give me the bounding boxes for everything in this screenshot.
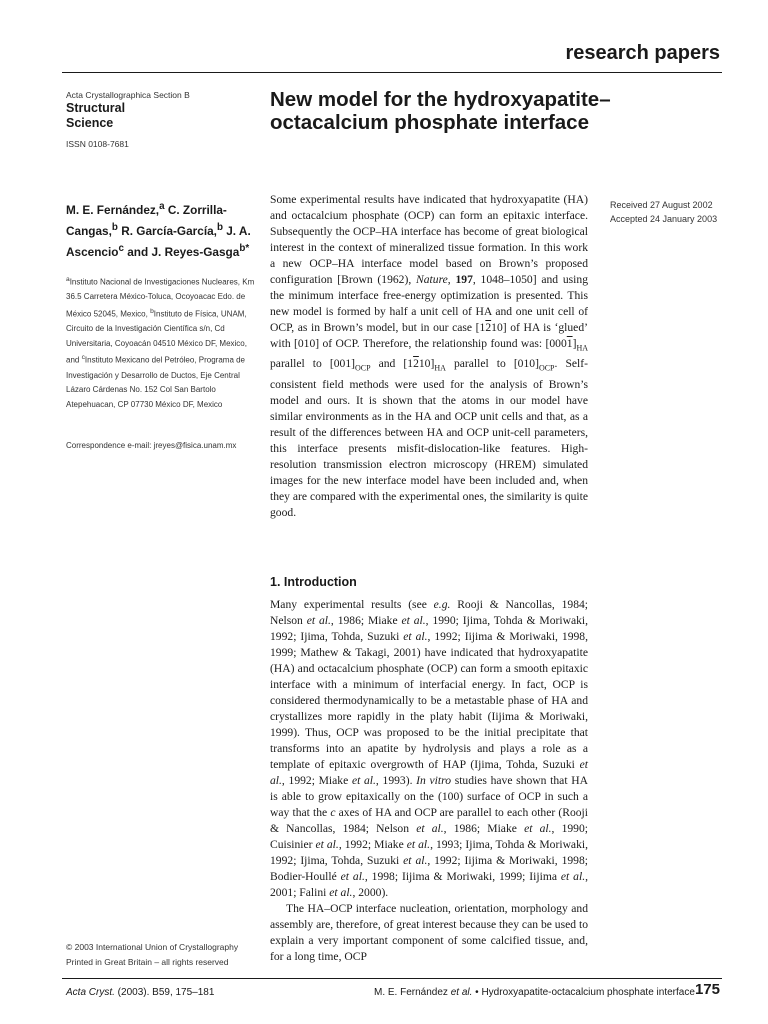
author-affiliation-marker: c xyxy=(118,242,124,254)
author-name: R. García-García, xyxy=(121,223,217,238)
affiliation-text: Instituto de Física, UNAM, Circuito de la Investigación Científica s/n, Cd Universitaria, Coyoacán 04510 México DF, Mexico, and xyxy=(66,309,247,365)
author-affiliation-marker: b* xyxy=(239,242,250,254)
affiliation-marker: c xyxy=(81,354,85,362)
section-name-line-2: Science xyxy=(66,116,114,130)
printed-line: Printed in Great Britain – all rights reserved xyxy=(66,956,229,967)
affiliation-text: Instituto Nacional de Investigaciones Nucleares, Km 36.5 Carretera México-Toluca, Ocoyoacac Edo. de México 52045, Mexico, xyxy=(66,277,255,319)
article-dates xyxy=(610,198,717,226)
author-list xyxy=(66,198,256,261)
footer-rule xyxy=(62,978,722,979)
introduction-paragraph-1: Many experimental results (see e.g. Rooji & Nancollas, 1984; Nelson et al., 1986; Miake et al., 1990; Ijima, Tohda & Moriwaki, 1992; Ijima, Tohda, Suzuki et al., 1992; Iijima & Moriwaki, 1998, 1999; Mathew & Takagi, 2001) have indicated that hydroxyapatite (HA) and octacalcium phosphate (OCP) can form a smooth epitaxic interface with a minimum of interfacial energy. In fact, OCP is considered thermodynamically to be a metastable phase of HA and crystallizes more rapidly in the platy habit (Iijima & Moriwaki, 1999). Thus, OCP was proposed to be the initial precipitate that transforms into an apatite by hydrolysis and plays a role as a template of epitaxic overgrowth of HAP (Ijima, Tohda, Suzuki et al., 1992; Miake et al., 1993). In vitro studies have shown that HA is able to grow epitaxically on the (100) surface of OCP in such a way that the c axes of HA and OCP are parallel to each other (Rooji & Nancollas, 1984; Nelson et al., 1986; Miake et al., 1990; Cuisinier et al., 1992; Miake et al., 1993; Ijima, Tohda & Moriwaki, 1992; Ijima, Tohda, Suzuki et al., 1992; Iijima & Moriwaki, 1998; Bodier-Houllé et al., 1998; Iijima & Moriwaki, 1999; Iijima et al., 2001; Falini et al., 2000). xyxy=(270,598,589,899)
footer-running-title: M. E. Fernández et al. • Hydroxyapatite-octacalcium phosphate interface xyxy=(374,987,695,998)
author-affiliation-marker: b xyxy=(216,221,223,233)
affiliation-marker: a xyxy=(66,276,70,283)
section-heading-introduction: 1. Introduction xyxy=(270,575,357,589)
affiliations xyxy=(66,273,258,412)
footer-citation: Acta Cryst. (2003). B59, 175–181 xyxy=(66,987,215,998)
author-affiliation-marker: b xyxy=(111,221,118,233)
header-rule xyxy=(62,72,722,73)
author-name: M. E. Fernández, xyxy=(66,202,160,217)
introduction-body xyxy=(270,597,588,965)
introduction-paragraph-2: The HA–OCP interface nucleation, orientation, morphology and assembly are, therefore, of great interest because they can be used to explain a very important component of some calcified tissue, and, for a long time, OCP xyxy=(270,902,588,963)
correspondence-email: Correspondence e-mail: jreyes@fisica.unam.mx xyxy=(66,441,237,450)
section-name-line-1: Structural xyxy=(66,101,126,115)
author-name: C. Zorrilla-Cangas, xyxy=(66,202,227,238)
received-date: Received 27 August 2002 xyxy=(610,200,713,210)
journal-section-name xyxy=(66,101,226,131)
affiliation-text: Instituto Mexicano del Petróleo, Programa de Investigación y Desarrollo de Ductos, Eje Central Lázaro Cárdenas No. 152 Col San Bartolo Atepehuacan, CP 07730 México DF, Mexico xyxy=(66,355,246,409)
accepted-date: Accepted 24 January 2003 xyxy=(610,214,718,224)
article-title: New model for the hydroxyapatite–octacalcium phosphate interface xyxy=(270,88,611,134)
page-number: 175 xyxy=(694,981,720,998)
copyright-notice xyxy=(66,940,266,969)
issn: ISSN 0108-7681 xyxy=(66,139,129,149)
copyright-line: © 2003 International Union of Crystallography xyxy=(66,942,239,952)
author-name: and J. Reyes-Gasga xyxy=(127,244,240,259)
journal-line: Acta Crystallographica Section B xyxy=(66,90,190,100)
abstract: Some experimental results have indicated that hydroxyapatite (HA) and octacalcium phosphate (OCP) can form an epitaxic interface. Subsequently the OCP–HA interface has become of great biological interest in the context of mineralized tissue formation. In this work a new OCP–HA interface model based on Brown’s proposed configuration [Brown (1962), Nature, 197, 1048–1050] and using the minimum interface free-energy optimization is presented. This new model is formed by half a unit cell of HA and one unit cell of OCP, as in Brown’s model, but in our case [1210] of HA is ‘glued’ with [010] of OCP. Therefore, the relationship found was: $[0001]_{HA}$ parallel to $[001]_{OCP}$ and $[1210]_{HA}$ parallel to $[010]_{OCP}$. Self-consistent field methods were used for the analysis of Brown’s model and ours. It is shown that the atoms in our model have similar environments as in the HA and OCP unit cells and that, as a result of the differences between HA and OCP unit-cell parameters, this interface presents misfit-dislocation-like features. High-resolution transmission electron microscopy (HREM) simulated images for the new interface model have been included and, when they are compared with the experimental ones, the similarity is quite good. xyxy=(270,193,588,519)
author-name: J. A. Ascencio xyxy=(66,223,251,259)
section-label: research papers xyxy=(565,42,720,64)
affiliation-marker: b xyxy=(150,307,154,315)
author-affiliation-marker: a xyxy=(159,201,165,212)
